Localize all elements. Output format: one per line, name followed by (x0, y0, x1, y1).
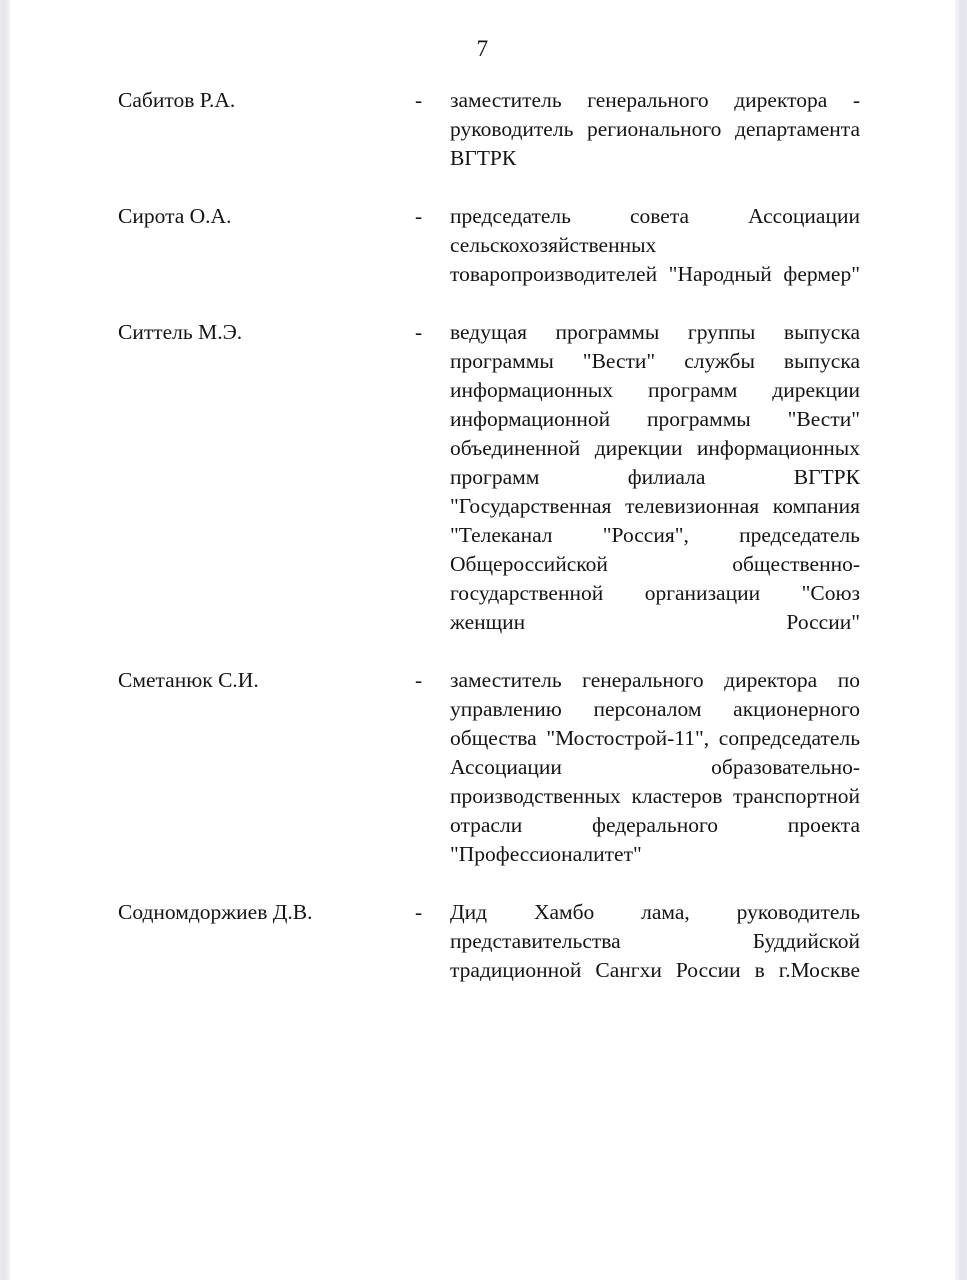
entry-name: Сметанюк С.И. (118, 668, 259, 692)
list-item (118, 318, 860, 666)
right-edge-strip (955, 0, 967, 1280)
page-number: 7 (476, 36, 489, 61)
list-item (118, 86, 860, 202)
entry-dash: - (415, 204, 423, 228)
entry-description: ведущая программы группы выпуска программы "Вести" службы выпуска информационных программ дирекции информационной программы "Вести" объединенной дирекции информационных программ филиала ВГТРК "Государственная телевизионная компания "Телеканал "Россия", председатель Общероссийской общественно-государственной организации "Союз женщин России" (450, 320, 860, 634)
document-page (10, 0, 955, 1280)
entry-dash: - (415, 668, 423, 692)
entry-name: Сабитов Р.А. (118, 88, 236, 112)
list-item (118, 666, 860, 898)
entry-description: Дид Хамбо лама, руководитель представительства Буддийской традиционной Сангхи России в г.Москве (450, 900, 860, 982)
list-item (118, 202, 860, 318)
entry-list (118, 86, 860, 1014)
list-item (118, 898, 860, 1014)
entry-description: заместитель генерального директора - руководитель регионального департамента ВГТРК (450, 88, 860, 170)
entry-dash: - (415, 900, 423, 924)
entry-description: заместитель генерального директора по управлению персоналом акционерного общества "Мостострой-11", сопредседатель Ассоциации образовательно-производственных кластеров транспортной отрасли федерального проекта "Профессионалитет" (450, 668, 860, 866)
entry-description: председатель совета Ассоциации сельскохозяйственных товаропроизводителей "Народный фермер" (450, 204, 860, 286)
entry-dash: - (415, 88, 423, 112)
entry-name: Содномдоржиев Д.В. (118, 900, 313, 924)
entry-dash: - (415, 320, 423, 344)
entry-name: Ситтель М.Э. (118, 320, 243, 344)
entry-name: Сирота О.А. (118, 204, 232, 228)
left-edge-strip (0, 0, 10, 1280)
